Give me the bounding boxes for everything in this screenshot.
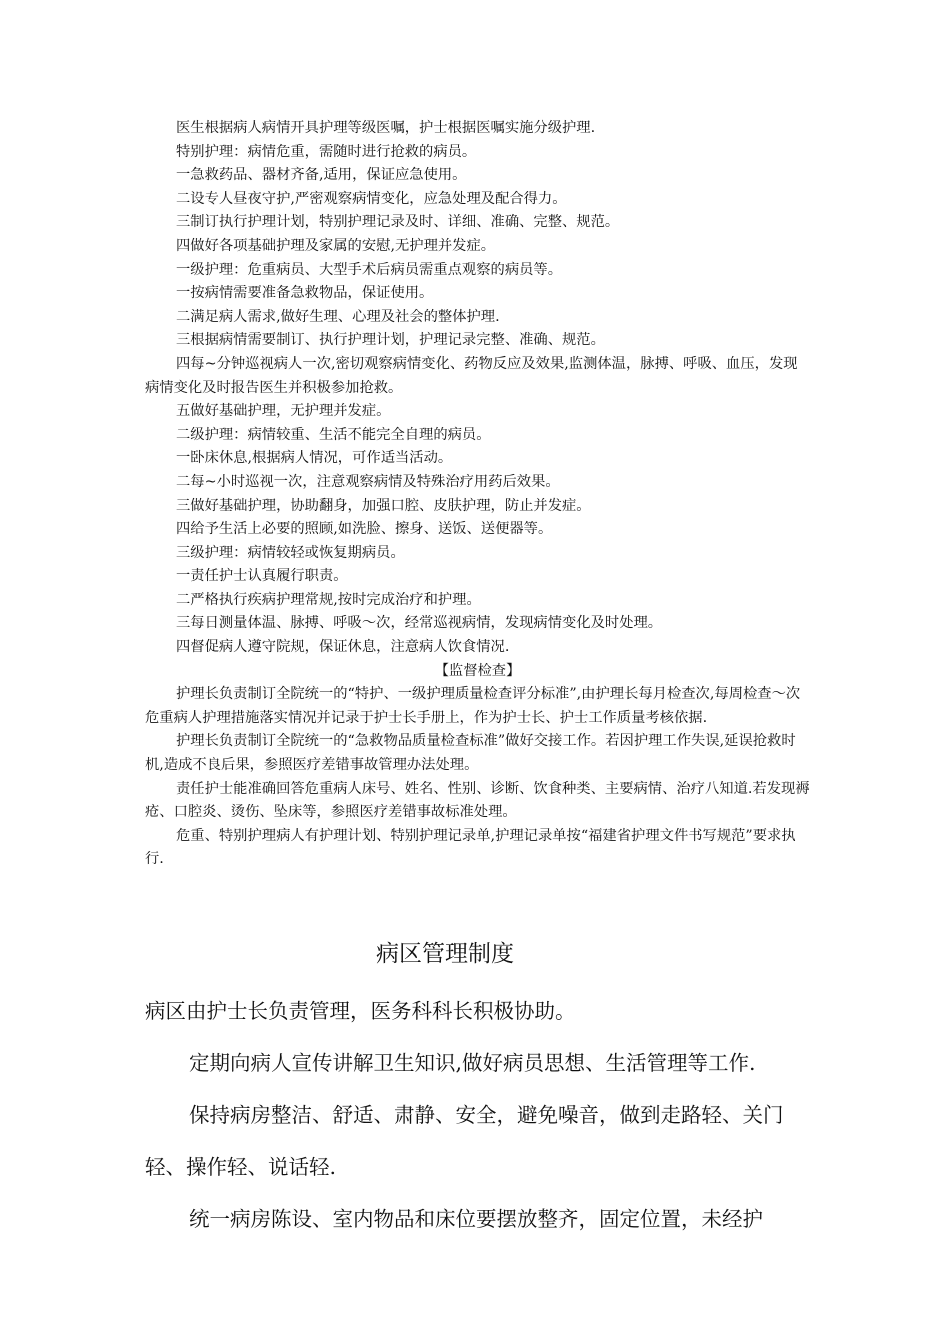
- paragraph: 一按病情需要准备急救物品，保证使用。: [176, 285, 434, 302]
- section-title-text: 病区管理制度: [376, 941, 514, 967]
- paragraph: 三每日测量体温、脉搏、呼吸～次，经常巡视病情，发现病情变化及时处理。: [176, 615, 663, 632]
- paragraph: 护理长负责制订全院统一的“特护、一级护理质量检查评分标准”,由护理长每月检查次,每周检查～次危重病人护理措施落实情况并记录于护士长手册上，作为护士长、护士工作质量考核依据.: [145, 686, 801, 726]
- paragraph: 四做好各项基础护理及家属的安慰,无护理并发症。: [176, 237, 496, 254]
- paragraph: 责任护士能准确回答危重病人床号、姓名、性别、诊断、饮食种类、主要病情、治疗八知道.若发现褥疮、口腔炎、烫伤、坠床等，参照医疗差错事故标准处理。: [145, 780, 810, 821]
- paragraph: 四给予生活上必要的照顾,如洗脸、擦身、送饭、送便器等。: [176, 521, 553, 538]
- paragraph: 三根据病情需要制订、执行护理计划，护理记录完整、准确、规范。: [176, 332, 605, 349]
- paragraph: 一卧床休息,根据病人情况，可作适当活动。: [176, 450, 453, 467]
- paragraph: 统一病房陈设、室内物品和床位要摆放整齐，固定位置，未经护: [189, 1207, 763, 1231]
- paragraph: 一责任护士认真履行职责。: [176, 568, 348, 585]
- section-title: [0, 936, 950, 972]
- paragraph: 护理长负责制订全院统一的“急救物品质量检查标准”做好交接工作。若因护理工作失误,延误抢救时机,造成不良后果，参照医疗差错事故管理办法处理。: [145, 733, 796, 774]
- paragraph: 三级护理：病情较轻或恢复期病员。: [176, 544, 405, 561]
- paragraph: 三做好基础护理，协助翻身，加强口腔、皮肤护理，防止并发症。: [176, 497, 591, 514]
- paragraph: 二严格执行疾病护理常规,按时完成治疗和护理。: [176, 591, 481, 608]
- paragraph: 定期向病人宣传讲解卫生知识,做好病员思想、生活管理等工作.: [189, 1051, 756, 1075]
- paragraph: 二每~小时巡视一次，注意观察病情及特殊治疗用药后效果。: [176, 473, 560, 490]
- paragraph: 病区由护士长负责管理，医务科科长积极协助。: [145, 999, 576, 1023]
- paragraph: 四督促病人遵守院规，保证休息，注意病人饮食情况.: [176, 639, 510, 656]
- paragraph: 危重、特别护理病人有护理计划、特别护理记录单,护理记录单按“福建省护理文件书写规范”要求执行.: [145, 827, 796, 868]
- paragraph: 三制订执行护理计划，特别护理记录及时、详细、准确、完整、规范。: [176, 214, 620, 231]
- paragraph: 二满足病人需求,做好生理、心理及社会的整体护理.: [176, 308, 500, 325]
- paragraph: 二设专人昼夜守护,严密观察病情变化，应急处理及配合得力。: [176, 190, 567, 207]
- paragraph: 四每~分钟巡视病人一次,密切观察病情变化、药物反应及效果,监测体温，脉搏、呼吸、血压，发现病情变化及时报告医生并积极参加抢救。: [145, 355, 798, 396]
- ward-management-section: [145, 985, 810, 1245]
- paragraph: 五做好基础护理，无护理并发症。: [176, 403, 391, 420]
- supervision-heading: 【监督检查】: [434, 662, 521, 679]
- paragraph: 医生根据病人病情开具护理等级医嘱，护士根据医嘱实施分级护理.: [176, 120, 596, 136]
- paragraph: 保持病房整洁、舒适、肃静、安全，避免噪音，做到走路轻、关门轻、操作轻、说话轻.: [145, 1103, 784, 1179]
- paragraph: 一级护理：危重病员、大型手术后病员需重点观察的病员等。: [176, 261, 563, 278]
- paragraph: 一急救药品、器材齐备,适用，保证应急使用。: [176, 167, 467, 184]
- paragraph: 特别护理：病情危重，需随时进行抢救的病员。: [176, 143, 477, 160]
- nursing-levels-section: [145, 117, 810, 872]
- paragraph: 二级护理：病情较重、生活不能完全自理的病员。: [176, 426, 491, 443]
